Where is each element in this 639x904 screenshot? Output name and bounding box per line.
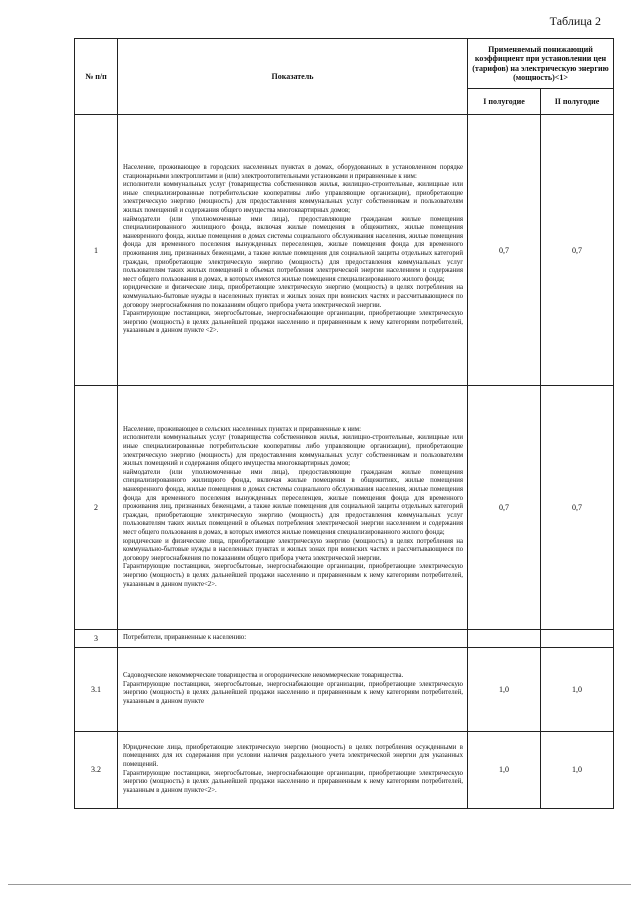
indicator-paragraph: исполнители коммунальных услуг (товарищества собственников жилья, жилищно-строительные, жилищные или иные специализированные потребительские кооперативы либо управляющие организации), приобретающие электрическую энергию (мощность) для предоставления коммунальных услуг собственникам и пользователям жилых помещений и содержания общего имущества многоквартирных домов; [123, 181, 463, 215]
row-number: 2 [75, 386, 118, 630]
row-number: 3 [75, 630, 118, 648]
indicator-paragraph: Юридические лица, приобретающие электрическую энергию (мощность) в целях потребления осужденными в помещениях для их содержания при условии наличия раздельного учета электрической энергии для указанных помещений. [123, 743, 463, 768]
row-indicator [118, 630, 468, 648]
indicator-paragraph: Гарантирующие поставщики, энергосбытовые, энергоснабжающие организации, приобретающие электрическую энергию (мощность) в целях дальнейшей продажи населению и приравненным к нему категориям потребителей, указанным в данном пункте<2>. [123, 769, 463, 794]
row-number: 3.1 [75, 647, 118, 731]
row-indicator [118, 386, 468, 630]
coefficient-half1: 1,0 [468, 731, 541, 808]
coefficient-half2: 1,0 [541, 731, 614, 808]
indicator-paragraph: Гарантирующие поставщики, энергосбытовые, энергоснабжающие организации, приобретающие электрическую энергию (мощность) в целях дальнейшей продажи населению и приравненным к нему категориям потребителей, указанным в данном пункте<2>. [123, 563, 463, 588]
table-row [75, 647, 614, 731]
table-row [75, 731, 614, 808]
coefficient-half1: 0,7 [468, 386, 541, 630]
coefficient-half1: 1,0 [468, 647, 541, 731]
indicator-paragraph: Потребители, приравненные к населению: [123, 634, 247, 641]
coefficient-half2 [541, 630, 614, 648]
indicator-paragraph: наймодатели (или уполномоченные ими лица), предоставляющие гражданам жилые помещения специализированного жилищного фонда, включая жилые помещения в общежитиях, жилые помещения маневренного фонда, жилые помещения в домах системы социального обслуживания населения, жилые помещения фонда для временного поселения вынужденных переселенцев, жилые помещения фонда для временного проживания лиц, признанных беженцами, а также жилые помещения для социальной защиты отдельных категорий граждан, приобретающие электрическую энергию (мощность) для предоставления коммунальных услуг пользователям таких жилых помещений в объемах потребления электрической энергии населением и содержания мест общего пользования в домах, в которых имеются жилые помещения специализированного жилого фонда; [123, 215, 463, 283]
indicator-paragraph: юридические и физические лица, приобретающие электрическую энергию (мощность) в целях потребления на коммунально-бытовые нужды в населенных пунктах и жилых зонах при воинских частях и рассчитывающиеся по договору энергоснабжения по показаниям общего прибора учета электрической энергии. [123, 537, 463, 562]
coefficient-half2: 1,0 [541, 647, 614, 731]
indicator-paragraph: юридические и физические лица, приобретающие электрическую энергию (мощность) в целях потребления на коммунально-бытовые нужды в населенных пунктах и жилых зонах при воинских частях и рассчитывающиеся по договору энергоснабжения по показаниям общего прибора учета электрической энергии. [123, 284, 463, 309]
indicator-paragraph: Гарантирующие поставщики, энергосбытовые, энергоснабжающие организации, приобретающие электрическую энергию (мощность) в целях дальнейшей продажи населению и приравненным к нему категориям потребителей, указанным в данном пункте <2>. [123, 310, 463, 335]
coefficient-half2: 0,7 [541, 115, 614, 386]
indicator-paragraph: Население, проживающее в городских населенных пунктах в домах, оборудованных в установленном порядке стационарными электроплитами и (или) электроотопительными установками и приравненные к ним: [123, 164, 463, 180]
table-row [75, 115, 614, 386]
row-indicator [118, 731, 468, 808]
table-row [75, 386, 614, 630]
indicator-paragraph: Садоводческие некоммерческие товарищества и огороднические некоммерческие товарищества. [123, 671, 404, 679]
coefficient-half2: 0,7 [541, 386, 614, 630]
header-indicator: Показатель [118, 39, 468, 115]
indicator-paragraph: Гарантирующие поставщики, энергосбытовые, энергоснабжающие организации, приобретающие электрическую энергию (мощность) в целях дальнейшей продажи населению и приравненным к нему категориям потребителей, указанным в данном пункте [123, 680, 463, 705]
row-indicator [118, 647, 468, 731]
indicator-paragraph: исполнители коммунальных услуг (товарищества собственников жилья, жилищно-строительные, жилищные или иные специализированные потребительские кооперативы либо управляющие организации), приобретающие электрическую энергию (мощность) для предоставления коммунальных услуг собственникам и пользователям жилых помещений и содержания общего имущества многоквартирных домов; [123, 434, 463, 468]
indicator-paragraph: Население, проживающее в сельских населенных пунктах и приравненные к ним: [123, 425, 361, 433]
coefficient-half1 [468, 630, 541, 648]
coefficient-table [74, 38, 614, 809]
row-number: 3.2 [75, 731, 118, 808]
header-half1: I полугодие [468, 89, 541, 115]
table-row [75, 630, 614, 648]
row-indicator [118, 115, 468, 386]
header-half2: II полугодие [541, 89, 614, 115]
page-edge-line [8, 884, 631, 885]
coefficient-half1: 0,7 [468, 115, 541, 386]
table-caption: Таблица 2 [549, 14, 601, 28]
header-coefficient: Применяемый понижающий коэффициент при установлении цен (тарифов) на электрическую энергию (мощность)<1> [468, 39, 614, 89]
row-number: 1 [75, 115, 118, 386]
header-number: № п/п [75, 39, 118, 115]
indicator-paragraph: наймодатели (или уполномоченные ими лица), предоставляющие гражданам жилые помещения специализированного жилищного фонда, включая жилые помещения в общежитиях, жилые помещения маневренного фонда, жилые помещения в домах системы социального обслуживания населения, жилые помещения фонда для временного поселения вынужденных переселенцев, жилые помещения фонда для временного проживания лиц, признанных беженцами, а также жилые помещения для социальной защиты отдельных категорий граждан, приобретающие электрическую энергию (мощность) для предоставления коммунальных услуг пользователям таких жилых помещений в объемах потребления электрической энергии населением и содержания мест общего пользования в домах, в которых имеются жилые помещения специализированного жилого фонда; [123, 468, 463, 536]
